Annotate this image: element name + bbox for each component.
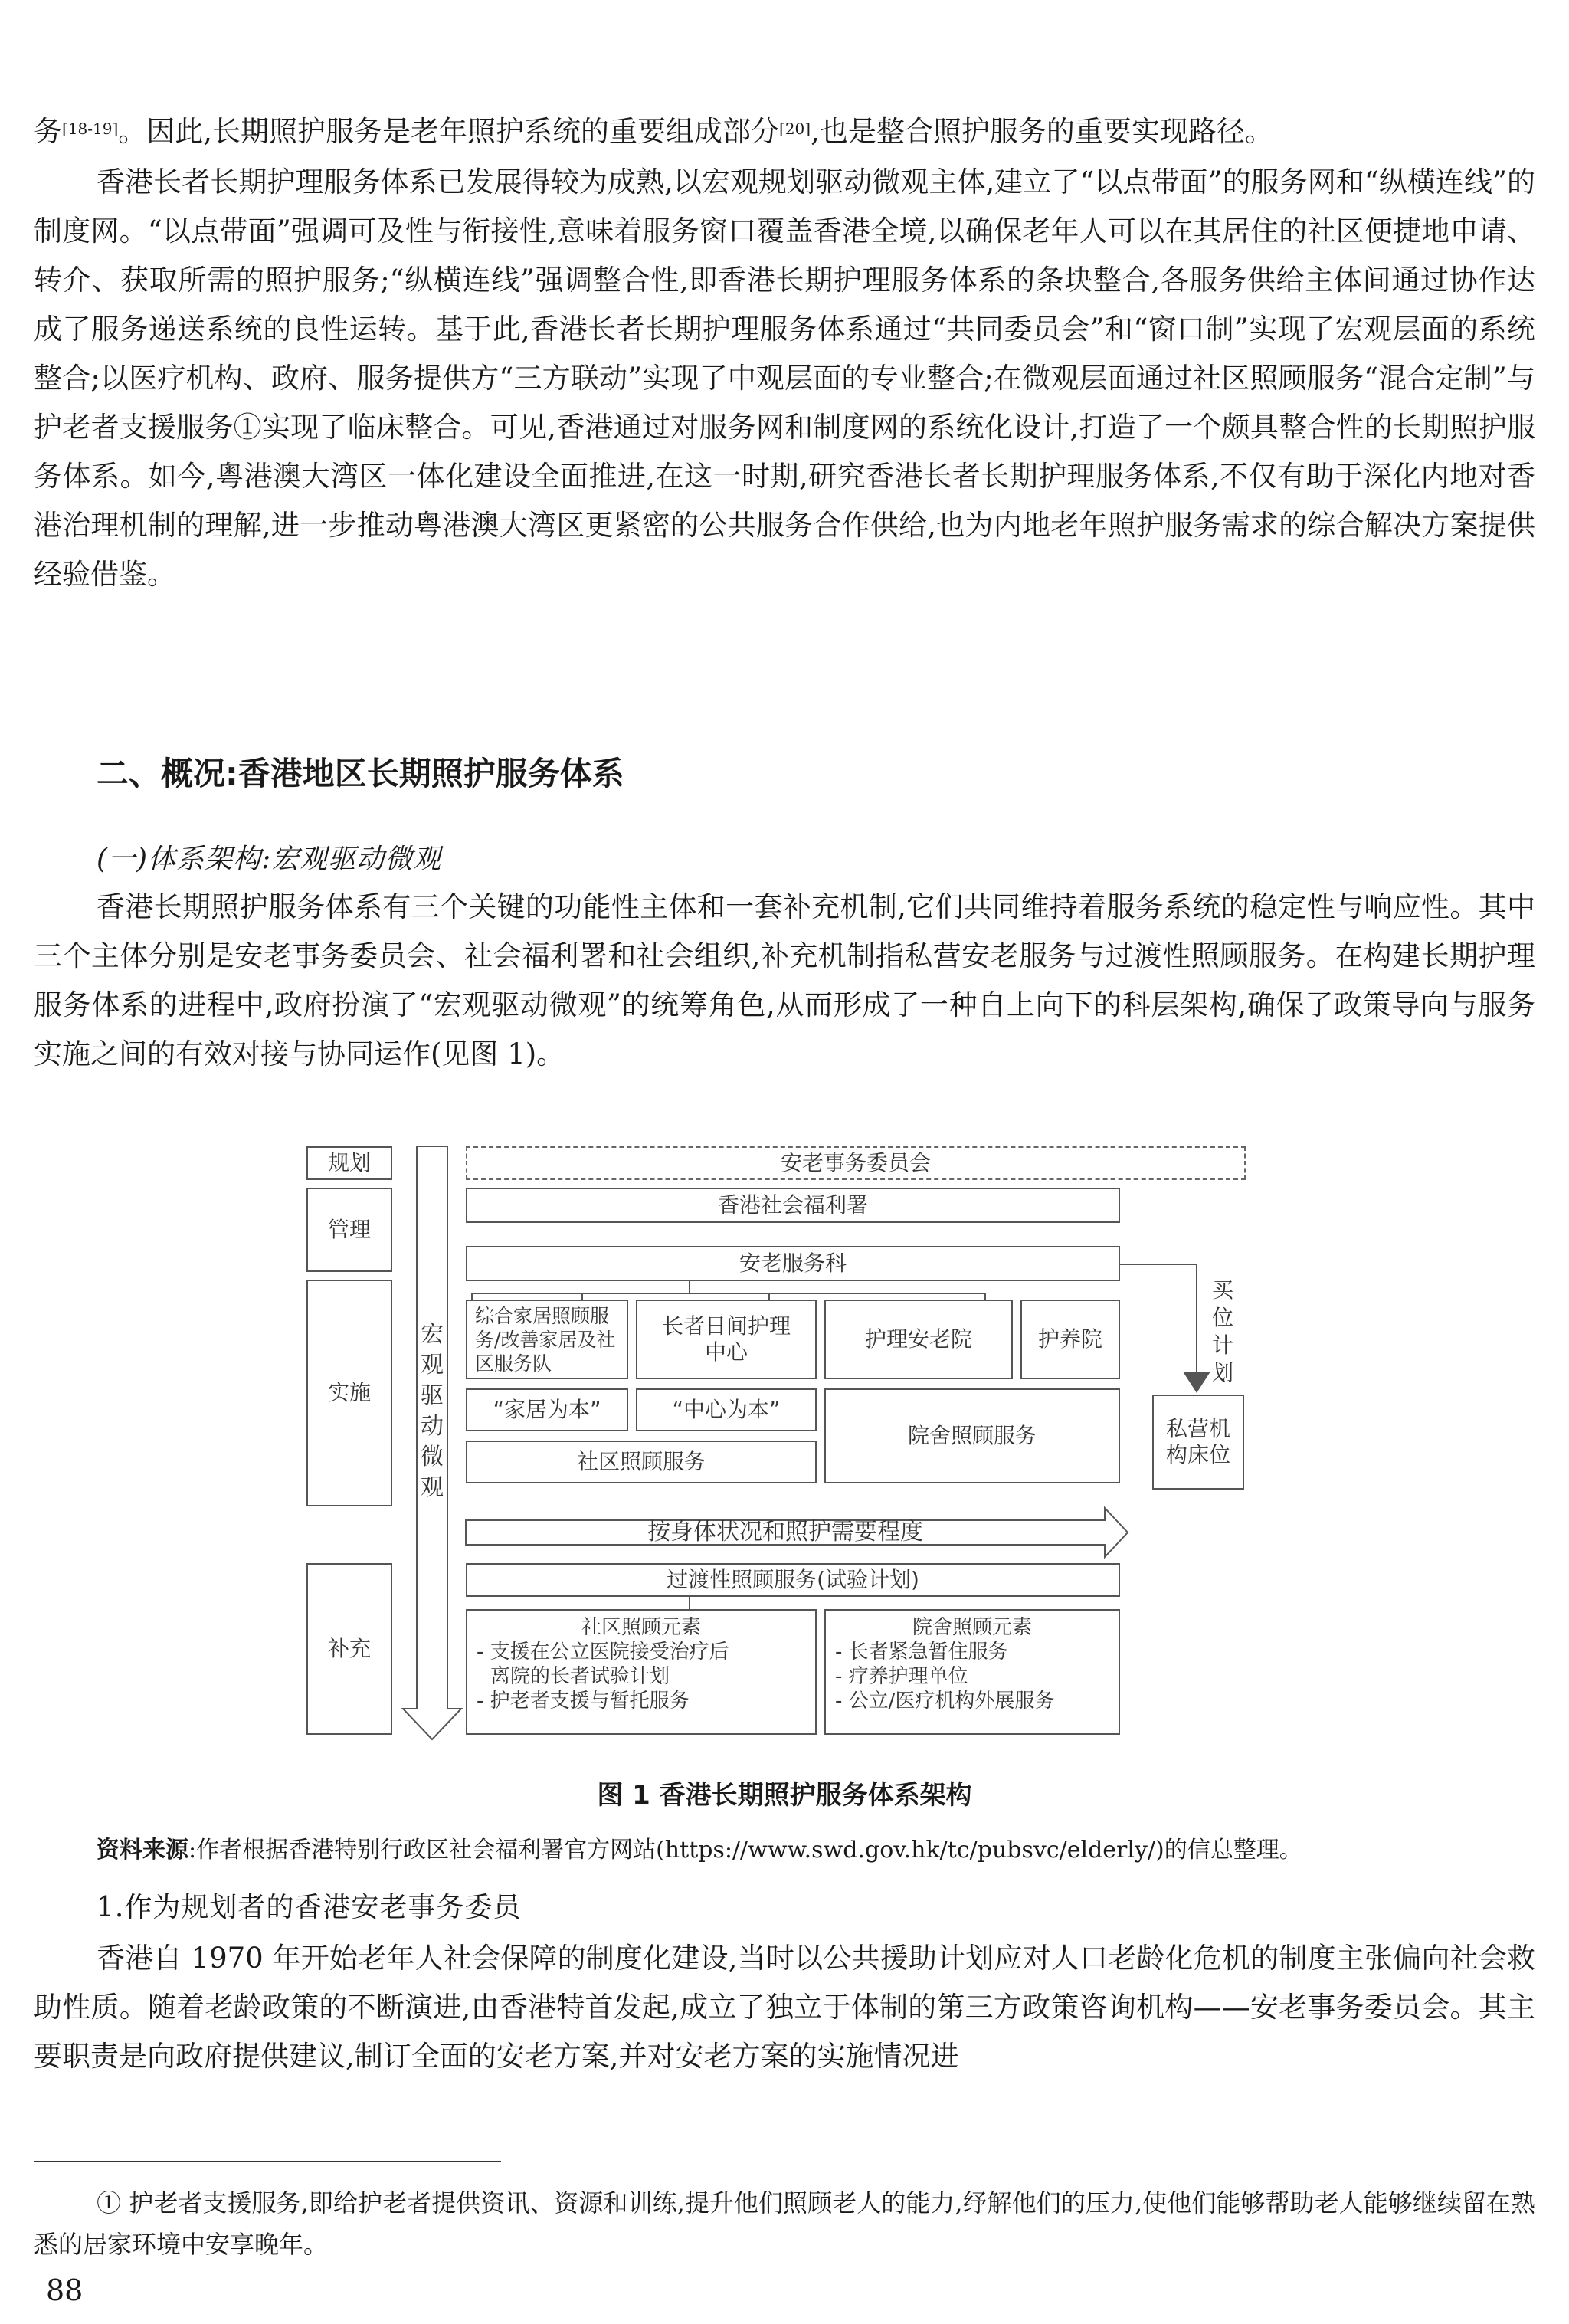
community-elements-box [466, 1609, 817, 1735]
residential-elements-box [824, 1609, 1120, 1735]
source-text: :作者根据香港特别行政区社会福利署官方网站(https://www.swd.gov.hk/tc/pubsvc/elderly/)的信息整理。 [188, 1837, 1302, 1863]
row-label-planning: 规划 [306, 1146, 392, 1180]
community-element-item: 离院的长者试验计划 [490, 1665, 670, 1688]
residential-element-item: - 公立/医疗机构外展服务 [835, 1690, 1055, 1713]
private-beds-box: 私营机构床位 [1152, 1395, 1244, 1490]
row-label-management: 管理 [306, 1188, 392, 1272]
subsection-title-commission: 1.作为规划者的香港安老事务委员 [97, 1892, 522, 1923]
day-care-centre-box: 长者日间护理中心 [636, 1300, 817, 1379]
citation-18-19[interactable]: [18-19] [62, 120, 119, 138]
source-label: 资料来源 [97, 1837, 188, 1863]
figure-source [97, 1833, 1544, 1868]
citation-20[interactable]: [20] [779, 120, 811, 138]
purchase-arrow-head [1183, 1372, 1210, 1393]
intro-line [34, 107, 1535, 156]
intro-text-c: ,也是整合照护服务的重要实现路径。 [811, 115, 1273, 148]
centre-based-box: “中心为本” [636, 1388, 817, 1431]
subsection-heading: (一)体系架构:宏观驱动微观 [97, 844, 442, 875]
nursing-home-box: 护养院 [1020, 1300, 1120, 1379]
footnote-1: ① 护老者支援服务,即给护老者提供资讯、资源和训练,提升他们照顾老人的能力,纾解他们的压力,使他们能够帮助老人能够继续留在熟悉的居家环境中安享晚年。 [34, 2188, 1535, 2259]
page-number: 88 [46, 2273, 84, 2307]
transitional-care-box: 过渡性照顾服务(试验计划) [466, 1563, 1120, 1597]
macro-drives-micro-label: 宏观驱动微观 [421, 1321, 444, 1501]
community-element-item: - 护老者支援与暂托服务 [477, 1690, 690, 1713]
architecture-paragraph: 香港长期照护服务体系有三个关键的功能性主体和一套补充机制,它们共同维持着服务系统的稳定性与响应性。其中三个主体分别是安老事务委员会、社会福利署和社会组织,补充机制指私营安老服务与过渡性照顾服务。在构建长期护理服务体系的进程中,政府扮演了“宏观驱动微观”的统筹角色,从而形成了一种自上向下的科层架构,确保了政策导向与服务实施之间的有效对接与协同运作(见图 1)。 [34, 890, 1535, 1070]
elderly-branch-box: 安老服务科 [466, 1246, 1120, 1281]
community-elements-title: 社区照顾元素 [581, 1616, 701, 1639]
purchase-arrow-line [1120, 1264, 1197, 1372]
figure-caption: 图 1 香港长期照护服务体系架构 [597, 1780, 972, 1811]
figure-1-diagram [300, 1142, 1250, 1747]
residential-elements-title: 院舍照顾元素 [912, 1616, 1032, 1639]
commission-paragraph: 香港自 1970 年开始老年人社会保障的制度化建设,当时以公共援助计划应对人口老龄化危机的制度主张偏向社会救助性质。随着老龄政策的不断演进,由香港特首发起,成立了独立于体制的第三方政策咨询机构——安老事务委员会。其主要职责是向政府提供建议,制订全面的安老方案,并对安老方案的实施情况进 [34, 1942, 1535, 2073]
row-label-supplement: 补充 [306, 1563, 392, 1735]
footnote-divider [34, 2161, 501, 2162]
community-care-box: 社区照顾服务 [466, 1441, 817, 1483]
elderly-commission-box: 安老事务委员会 [466, 1146, 1246, 1180]
by-need-label: 按身体状况和照护需要程度 [647, 1519, 923, 1546]
section-heading: 二、概况:香港地区长期照护服务体系 [97, 755, 624, 792]
home-based-box: “家居为本” [466, 1388, 628, 1431]
care-home-box: 护理安老院 [824, 1300, 1013, 1379]
row-label-implementation: 实施 [306, 1280, 392, 1506]
purchase-scheme-label: 买位计划 [1211, 1277, 1233, 1385]
intro-text-b: 。因此,长期照护服务是老年照护系统的重要组成部分 [118, 115, 780, 148]
intro-text-a: 务 [34, 115, 62, 148]
residential-element-item: - 疗养护理单位 [835, 1665, 968, 1688]
ihcs-box: 综合家居照顾服务/改善家居及社区服务队 [466, 1300, 628, 1379]
residential-element-item: - 长者紧急暂住服务 [835, 1641, 1008, 1664]
intro-paragraph-2: 香港长者长期护理服务体系已发展得较为成熟,以宏观规划驱动微观主体,建立了“以点带面”的服务网和“纵横连线”的制度网。“以点带面”强调可及性与衔接性,意味着服务窗口覆盖香港全境,以确保老年人可以在其居住的社区便捷地申请、转介、获取所需的照护服务;“纵横连线”强调整合性,即香港长期护理服务体系的条块整合,各服务供给主体间通过协作达成了服务递送系统的良性运转。基于此,香港长者长期护理服务体系通过“共同委员会”和“窗口制”实现了宏观层面的系统整合;以医疗机构、政府、服务提供方“三方联动”实现了中观层面的专业整合;在微观层面通过社区照顾服务“混合定制”与护老者支援服务①实现了临床整合。可见,香港通过对服务网和制度网的系统化设计,打造了一个颇具整合性的长期照护服务体系。如今,粤港澳大湾区一体化建设全面推进,在这一时期,研究香港长者长期护理服务体系,不仅有助于深化内地对香港治理机制的理解,进一步推动粤港澳大湾区更紧密的公共服务合作供给,也为内地老年照护服务需求的综合解决方案提供经验借鉴。 [34, 166, 1535, 591]
community-element-item: - 支援在公立医院接受治疗后 [477, 1641, 729, 1664]
residential-care-box: 院舍照顾服务 [824, 1388, 1120, 1483]
swd-box: 香港社会福利署 [466, 1188, 1120, 1223]
